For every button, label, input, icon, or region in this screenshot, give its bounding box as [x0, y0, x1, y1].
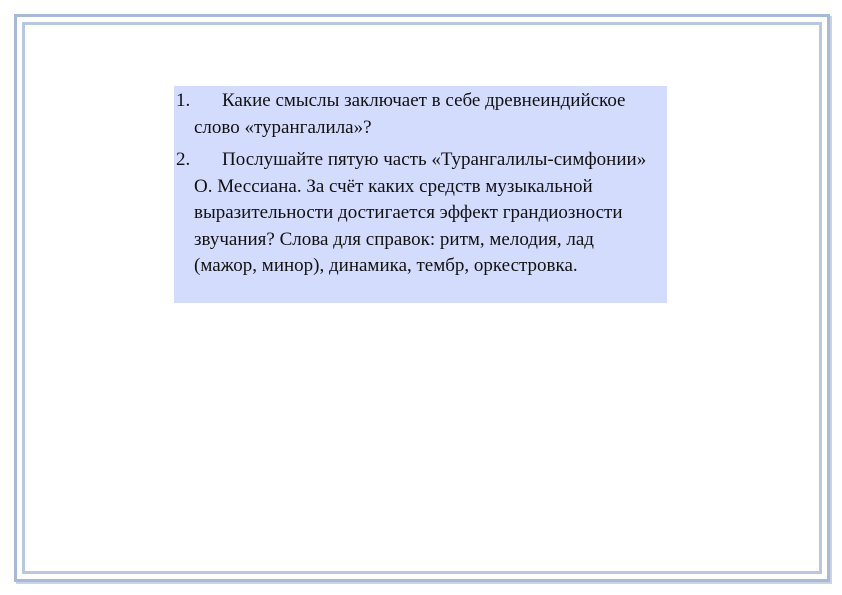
question-number: 1. [176, 90, 191, 111]
question-item-1 [176, 88, 661, 141]
question-item-2 [176, 147, 661, 280]
question-number: 2. [176, 149, 191, 170]
question-text: Какие смыслы заключает в себе древнеиндийское слово «турангалила»? [194, 90, 626, 138]
question-text: Послушайте пятую часть «Турангалилы-симфонии» О. Мессиана. За счёт каких средств музыкальной выразительности достигается эффект грандиозности звучания? Слова для справок: ритм, мелодия, лад (мажор, минор), динамика, тембр, оркестровка. [194, 149, 647, 276]
question-list [174, 86, 667, 303]
